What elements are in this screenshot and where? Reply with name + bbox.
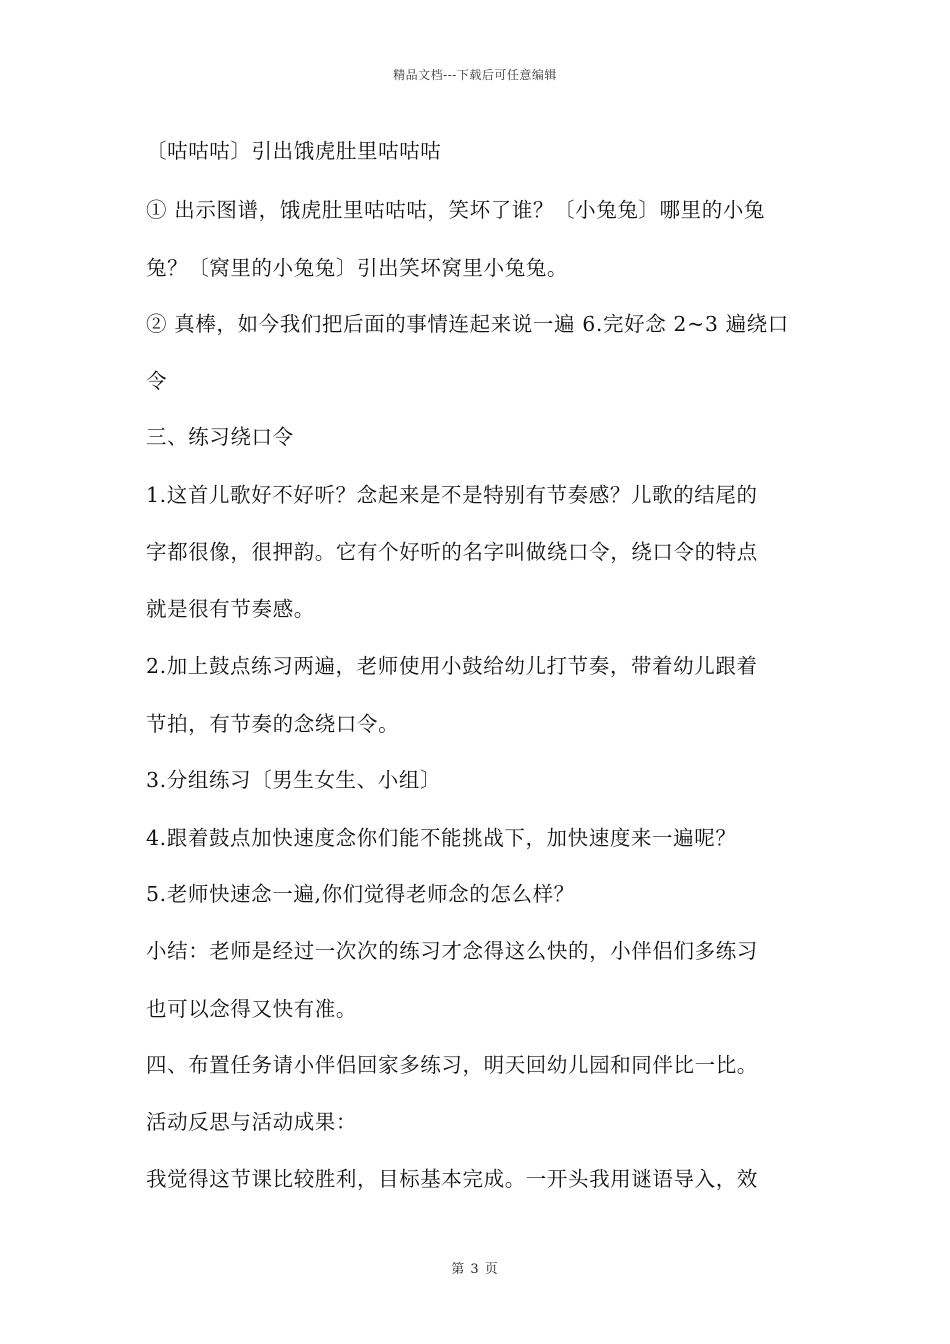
text-line: 5.老师快速念一遍,你们觉得老师念的怎么样？ xyxy=(146,882,575,906)
text-line: 节拍，有节奏的念绕口令。 xyxy=(146,712,400,736)
page-number: 第 3 页 xyxy=(451,1262,499,1277)
text-line: 〔咕咕咕〕引出饿虎肚里咕咕咕 xyxy=(146,139,442,163)
text-line: ① 出示图谱，饿虎肚里咕咕咕，笑坏了谁？〔小兔兔〕哪里的小兔 xyxy=(146,198,766,222)
section-heading: 三、练习绕口令 xyxy=(146,425,294,449)
text-line: 1.这首儿歌好不好听？念起来是不是特别有节奏感？儿歌的结尾的 xyxy=(146,483,758,507)
text-line: ② 真棒，如今我们把后面的事情连起来说一遍 6.完好念 2~3 遍绕口 xyxy=(146,312,789,336)
text-line: 令 xyxy=(146,369,168,393)
section-heading: 四、布置任务请小伴侣回家多练习，明天回幼儿园和同伴比一比。 xyxy=(146,1053,758,1077)
text-line: 3.分组练习〔男生女生、小组〕 xyxy=(146,768,442,792)
text-line: 活动反思与活动成果： xyxy=(146,1110,357,1134)
text-line: 兔？〔窝里的小兔兔〕引出笑坏窝里小兔兔。 xyxy=(146,256,568,280)
text-line: 就是很有节奏感。 xyxy=(146,597,315,621)
text-line: 2.加上鼓点练习两遍，老师使用小鼓给幼儿打节奏，带着幼儿跟着 xyxy=(146,654,758,678)
text-line: 字都很像，很押韵。它有个好听的名字叫做绕口令，绕口令的特点 xyxy=(146,540,758,564)
text-line: 4.跟着鼓点加快速度念你们能不能挑战下，加快速度来一遍呢？ xyxy=(146,826,737,850)
text-line: 小结：老师是经过一次次的练习才念得这么快的，小伴侣们多练习 xyxy=(146,939,758,963)
text-line: 我觉得这节课比较胜利，目标基本完成。一开头我用谜语导入，效 xyxy=(146,1167,758,1191)
text-line: 也可以念得又快有准。 xyxy=(146,997,357,1021)
page-header: 精品文档---下载后可任意编辑 xyxy=(393,68,557,82)
